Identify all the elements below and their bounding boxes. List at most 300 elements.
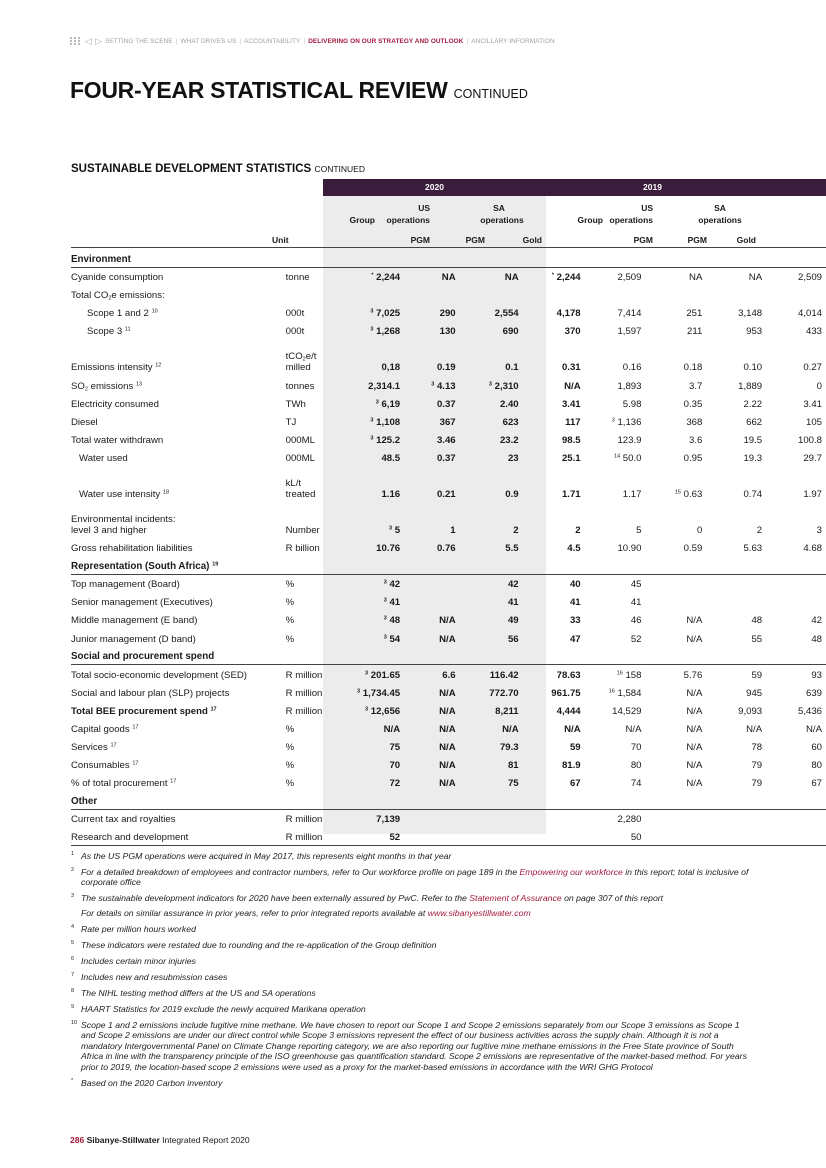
cell-value: 47 xyxy=(569,633,581,645)
cell-value xyxy=(645,592,706,610)
cell-value: 67 xyxy=(569,778,581,790)
cell-value: N/A xyxy=(686,633,703,645)
cell-value: 75 xyxy=(507,778,519,790)
table-row xyxy=(71,412,826,430)
prev-arrow-icon[interactable]: ◁ xyxy=(85,35,93,46)
section-row xyxy=(71,249,826,267)
section-label: Other xyxy=(71,791,585,809)
cell-value: 639 xyxy=(805,687,822,699)
section-title xyxy=(71,162,365,176)
cell-value: 42 xyxy=(507,579,519,591)
cell-value: 130 xyxy=(439,326,456,338)
cell-value: 5.63 xyxy=(743,543,763,555)
row-label: Top management (Board) xyxy=(71,579,180,591)
cell-value: N/A xyxy=(439,778,456,790)
cell-value: 4,014 xyxy=(797,308,822,320)
cell-value: 2 xyxy=(513,524,519,536)
nav-item[interactable]: ANCILLARY INFORMATION xyxy=(471,37,555,45)
cell-value: 2,280 xyxy=(617,814,642,826)
cell-value: 1,597 xyxy=(617,326,642,338)
cell-value: 41 xyxy=(507,597,519,609)
statistics-table xyxy=(71,249,826,846)
cell-value: 3.41 xyxy=(803,398,822,410)
table-row xyxy=(71,701,826,719)
cell-value: 290 xyxy=(439,308,456,320)
cell-value: $^3$ 5 xyxy=(389,524,401,536)
footnote: * Based on the 2020 Carbon inventory xyxy=(71,1077,223,1088)
cell-value xyxy=(645,285,706,303)
row-label: Research and development xyxy=(71,827,286,845)
cell-value: 2,509 xyxy=(617,272,642,284)
cell-value: N/A xyxy=(502,723,519,735)
cell-value: 961.75 xyxy=(551,687,581,699)
row-label: Total BEE procurement spend $^{17}$ xyxy=(71,705,217,717)
cell-value: $^3$ 1,108 xyxy=(370,416,401,428)
cell-value: 433 xyxy=(805,326,822,338)
hdr-us-2020: US xyxy=(418,203,430,213)
cell-value xyxy=(460,285,523,303)
row-unit: tCO$_2$e/t milled xyxy=(285,351,317,374)
cell-value: 0.19 xyxy=(436,362,456,374)
cell-value: 10.76 xyxy=(376,543,401,555)
cell-value xyxy=(523,827,585,845)
cell-value: 75 xyxy=(389,742,401,754)
row-label: Gross rehabilitation liabilities xyxy=(71,543,193,555)
cell-value: 772.70 xyxy=(489,687,519,699)
table-row xyxy=(71,375,826,393)
footnote: 9 HAART Statistics for 2019 exclude the newly acquired Marikana operation xyxy=(71,1003,366,1014)
year-2020: 2020 xyxy=(425,182,444,192)
cell-value xyxy=(645,809,706,827)
row-label: % of total procurement $^{17}$ xyxy=(71,778,177,790)
cell-value: NA xyxy=(689,272,703,284)
cell-value: 70 xyxy=(630,742,642,754)
cell-value: 4.5 xyxy=(567,543,581,555)
cell-value: 368 xyxy=(686,416,703,428)
cell-value: 4.68 xyxy=(803,543,822,555)
cell-value xyxy=(460,809,523,827)
row-unit: TJ xyxy=(285,416,297,428)
cell-value: 7,414 xyxy=(617,308,642,320)
cell-value xyxy=(706,809,766,827)
cell-value: 5.5 xyxy=(505,543,519,555)
cell-value xyxy=(523,285,585,303)
cell-value xyxy=(523,809,585,827)
cell-value: 7,139 xyxy=(376,814,401,826)
table-row xyxy=(71,448,826,466)
row-unit: R million xyxy=(286,827,347,845)
footnote-mark: 8 xyxy=(71,987,75,994)
cell-value: N/A xyxy=(439,723,456,735)
nav-item[interactable]: WHAT DRIVES US xyxy=(180,37,237,45)
footnote: 6 Includes certain minor injuries xyxy=(71,955,196,966)
cell-value: 3.6 xyxy=(689,434,703,446)
cell-value: 2.40 xyxy=(499,398,519,410)
table-row xyxy=(71,303,826,321)
section-spacer xyxy=(585,791,826,809)
cell-value xyxy=(346,285,404,303)
cell-value: 56 xyxy=(507,633,519,645)
cell-value: 98.5 xyxy=(561,434,581,446)
page-number: 286 xyxy=(70,1135,85,1145)
row-label: Current tax and royalties xyxy=(71,814,176,826)
footnote-mark: 10 xyxy=(71,1019,78,1026)
cell-value: 1.97 xyxy=(803,488,822,500)
section-label: Representation (South Africa) $^{19}$ xyxy=(71,556,585,574)
hdr-sa-ops-2020: operations xyxy=(480,215,524,225)
cell-value: 2,314.1 xyxy=(368,380,401,392)
cell-value: 72 xyxy=(389,778,401,790)
table-row xyxy=(71,267,826,285)
cell-value: 945 xyxy=(746,687,763,699)
row-label: Total $CO_2e$ emissions: xyxy=(71,290,165,302)
row-unit: 000t xyxy=(285,308,305,320)
footnote-link[interactable]: www.sibanyestillwater.com xyxy=(427,908,531,919)
row-label: Cyanide consumption xyxy=(71,272,164,284)
cell-value: 48 xyxy=(811,633,822,645)
cell-value: 5.98 xyxy=(622,398,642,410)
row-unit: % xyxy=(285,742,295,754)
cell-value: 19.3 xyxy=(743,452,763,464)
table-row xyxy=(71,628,826,646)
cell-value: $^3$ 2,310 xyxy=(488,380,519,392)
row-unit: R million xyxy=(285,705,323,717)
cell-value: * 2,244 xyxy=(551,272,581,284)
cell-value: N/A xyxy=(686,615,703,627)
cell-value: 251 xyxy=(686,308,703,320)
hdr-sa-2020: SA xyxy=(493,203,505,213)
row-label: Water use intensity $^{18}$ xyxy=(79,488,170,500)
next-arrow-icon[interactable]: ▷ xyxy=(95,35,103,46)
cell-value: 45 xyxy=(630,579,642,591)
cell-value: 70 xyxy=(389,760,401,772)
section-row xyxy=(71,791,826,809)
cell-value: 25.1 xyxy=(561,452,581,464)
cell-value: 2 xyxy=(575,524,581,536)
cell-value: 0.9 xyxy=(505,488,519,500)
table-row xyxy=(71,538,826,556)
cell-value: $^{16}$ 1,584 xyxy=(608,687,642,699)
row-unit: % xyxy=(285,760,295,772)
cell-value: 9,093 xyxy=(738,705,763,717)
cell-value: 6.6 xyxy=(442,669,456,681)
footer-doc: Integrated Report 2020 xyxy=(162,1135,250,1145)
footnote: 10 Scope 1 and 2 emissions include fugitive mine methane. We have chosen to report our Scope 1 and Scope 2 emissions separately from our Scope 3 emissions as Scope 1 and Scope 2 emissions are under our direct control while Scope 3 emissions represent the effect of our business activities across the supply chain. Although it is not a mandatory Intergovernmental Panel on Climate Change reporting category, we are also reporting our fugitive mine methane emissions in the Free State province of South Africa in line with the transparency principle of the ISO greenhouse gas quantification standard. Scope 2 emissions are representative of the market-based method. For years prior to 2019, the location-based scope 2 emissions were used as a proxy for the market-based emissions in accordance with the WRI GHG Protocol xyxy=(71,1019,747,1072)
row-unit: 000ML xyxy=(285,452,315,464)
cell-value xyxy=(766,592,826,610)
cell-value: $^3$ 48 xyxy=(383,615,401,627)
table-row xyxy=(71,719,826,737)
hdr-pgm-us-2019: PGM xyxy=(633,235,653,245)
cell-value: 29.7 xyxy=(803,452,822,464)
cell-value: 60 xyxy=(811,742,822,754)
cell-value: $^3$ 42 xyxy=(383,579,401,591)
cell-value: N/A xyxy=(439,742,456,754)
cell-value: 0 xyxy=(816,380,822,392)
cell-value: 5.76 xyxy=(683,669,703,681)
hdr-us-2019: US xyxy=(641,203,653,213)
cell-value: 0,18 xyxy=(381,362,401,374)
row-label: Diesel xyxy=(71,416,98,428)
cell-value: 1.16 xyxy=(381,488,401,500)
cell-value: 0.18 xyxy=(683,362,703,374)
footnote-mark: 1 xyxy=(71,851,75,857)
nav-item-active[interactable]: DELIVERING ON OUR STRATEGY AND OUTLOOK xyxy=(308,37,464,45)
table-row xyxy=(71,737,826,755)
table-row xyxy=(71,665,826,683)
cell-value xyxy=(645,574,706,592)
cell-value: 3.41 xyxy=(561,398,581,410)
cell-value: 8,211 xyxy=(495,705,519,717)
cell-value: 953 xyxy=(746,326,763,338)
table-row xyxy=(71,466,826,502)
cell-value: 59 xyxy=(751,669,763,681)
cell-value: N/A xyxy=(746,723,763,735)
cell-value: N/A xyxy=(686,778,703,790)
cell-value: 105 xyxy=(805,416,822,428)
section-row xyxy=(71,647,826,665)
nav-item[interactable]: ACCOUNTABILITY xyxy=(244,37,301,45)
row-label: Electricity consumed xyxy=(71,398,159,410)
cell-value: 1.71 xyxy=(561,488,581,500)
table-row xyxy=(71,285,826,303)
hdr-group-2019: Group xyxy=(577,215,603,225)
table-row xyxy=(71,394,826,412)
cell-value: 0.59 xyxy=(683,543,703,555)
row-unit: R billion xyxy=(285,543,320,555)
cell-value: 67 xyxy=(811,778,822,790)
cell-value xyxy=(706,574,766,592)
row-label: Environmental incidents: level 3 and higher xyxy=(71,513,176,536)
cell-value: N/A xyxy=(564,380,581,392)
cell-value xyxy=(766,285,826,303)
hdr-gold-2020: Gold xyxy=(522,235,542,245)
cell-value: N/A xyxy=(439,687,456,699)
row-unit: kL/t treated xyxy=(285,477,316,500)
row-unit: tonne xyxy=(285,272,310,284)
row-label: Services $^{17}$ xyxy=(71,742,117,754)
row-unit: tonnes xyxy=(285,380,315,392)
page-footer xyxy=(70,1135,250,1145)
hdr-group-2020: Group xyxy=(349,215,375,225)
cell-value: 2 xyxy=(756,524,763,536)
footnote-mark: * xyxy=(71,1077,74,1084)
cell-value: 0.37 xyxy=(436,452,456,464)
cell-value: 48.5 xyxy=(381,452,401,464)
cell-value xyxy=(404,285,460,303)
cell-value: $^{16}$ 158 xyxy=(616,669,642,681)
footnote-link[interactable]: Empowering our workforce xyxy=(519,866,623,877)
cell-value: 0 xyxy=(697,524,703,536)
row-unit: % xyxy=(285,633,295,645)
cell-value: 81 xyxy=(507,760,519,772)
cell-value: $^3$ 125.2 xyxy=(370,434,401,446)
row-unit: Number xyxy=(285,524,320,536)
row-unit xyxy=(286,285,347,303)
nav-item[interactable]: SETTING THE SCENE xyxy=(105,37,173,45)
cell-value: * 2,244 xyxy=(371,272,401,284)
row-label: Water used xyxy=(79,452,128,464)
cell-value: 2,554 xyxy=(494,308,519,320)
cell-value: 23.2 xyxy=(499,434,519,446)
footnote: 2 For a detailed breakdown of employees and contractor numbers, refer to Our workforce profile on page 189 in the Empowering our workforce in this report; total is inclusive of corporate office xyxy=(71,866,749,888)
table-row xyxy=(71,809,826,827)
cell-value: 690 xyxy=(502,326,519,338)
footnote-mark: 6 xyxy=(71,955,75,962)
footnote: 3 The sustainable development indicators for 2020 have been externally assured by PwC. Refer to the Statement of Assurance on page 307 of this report xyxy=(71,893,664,904)
cell-value xyxy=(706,285,766,303)
footer-brand: Sibanye-Stillwater xyxy=(86,1135,160,1145)
footnote: 5 These indicators were restated due to rounding and the re-application of the Group definition xyxy=(71,940,437,951)
cell-value: N/A xyxy=(686,705,703,717)
cell-value: 10.90 xyxy=(617,543,642,555)
row-label: Consumables $^{17}$ xyxy=(71,760,139,772)
cell-value: 0.76 xyxy=(436,543,456,555)
section-spacer xyxy=(585,249,826,267)
cell-value: N/A xyxy=(686,687,703,699)
cell-value: 33 xyxy=(569,615,581,627)
cell-value: 78 xyxy=(751,742,763,754)
cell-value: 0.31 xyxy=(561,362,581,374)
row-unit: R million xyxy=(285,669,323,681)
cell-value: 1,893 xyxy=(617,380,642,392)
menu-grid-icon[interactable] xyxy=(70,37,81,46)
cell-value: 5,436 xyxy=(797,705,822,717)
row-unit: R million xyxy=(285,814,323,826)
cell-value: 40 xyxy=(569,579,581,591)
hdr-gold-2019: Gold xyxy=(736,235,756,245)
footnote-mark: 3 xyxy=(71,893,75,900)
cell-value: $^3$ 1,136 xyxy=(611,416,642,428)
cell-value: N/A xyxy=(686,742,703,754)
row-label: Senior management (Executives) xyxy=(71,597,213,609)
cell-value: 19.5 xyxy=(743,434,763,446)
cell-value: 370 xyxy=(564,326,581,338)
table-row xyxy=(71,683,826,701)
cell-value: 3 xyxy=(816,524,822,536)
cell-value xyxy=(706,592,766,610)
cell-value: 4,178 xyxy=(556,308,581,320)
cell-value xyxy=(706,827,766,845)
cell-value: 48 xyxy=(751,615,763,627)
page-title xyxy=(70,77,528,107)
cell-value: N/A xyxy=(564,723,581,735)
cell-value: 1,889 xyxy=(738,380,763,392)
cell-value: $^3$ 41 xyxy=(383,597,401,609)
cell-value: 41 xyxy=(569,597,581,609)
footnote: 4 Rate per million hours worked xyxy=(71,924,196,935)
cell-value: 3.7 xyxy=(689,380,703,392)
cell-value: 81.9 xyxy=(561,760,581,772)
table-row xyxy=(71,827,826,845)
hdr-unit: Unit xyxy=(272,235,289,245)
cell-value: 0.10 xyxy=(743,362,763,374)
header-rule xyxy=(71,247,826,248)
cell-value: 116.42 xyxy=(489,669,519,681)
cell-value: 80 xyxy=(811,760,822,772)
table-row xyxy=(71,755,826,773)
cell-value: 2.22 xyxy=(743,398,763,410)
footnote-link[interactable]: Statement of Assurance xyxy=(469,893,562,904)
cell-value: 93 xyxy=(811,669,822,681)
cell-value: N/A xyxy=(439,705,456,717)
row-label: Total water withdrawn xyxy=(71,434,164,446)
cell-value: 80 xyxy=(630,760,642,772)
row-unit: % xyxy=(285,778,295,790)
cell-value: N/A xyxy=(439,615,456,627)
cell-value xyxy=(766,827,826,845)
table-row xyxy=(71,430,826,448)
cell-value: 0.74 xyxy=(743,488,763,500)
cell-value xyxy=(460,827,523,845)
row-unit: R million xyxy=(285,687,323,699)
footnote: 7 Includes new and resubmission cases xyxy=(71,971,228,982)
row-unit: 000ML xyxy=(285,434,315,446)
cell-value: N/A xyxy=(383,723,401,735)
cell-value: N/A xyxy=(439,760,456,772)
row-label: Social and labour plan (SLP) projects xyxy=(71,687,230,699)
cell-value xyxy=(404,809,460,827)
table-row xyxy=(71,592,826,610)
cell-value: $^{15}$ 0.63 xyxy=(674,488,703,500)
cell-value: 100.8 xyxy=(797,434,822,446)
table-row xyxy=(71,502,826,538)
table-row xyxy=(71,321,826,339)
row-unit: 000t xyxy=(285,326,305,338)
footnote: For details on similar assurance in prior years, refer to prior integrated reports available at www.sibanyestillwater.com xyxy=(81,908,531,919)
page-title-main: FOUR-YEAR STATISTICAL REVIEW xyxy=(70,77,448,103)
section-spacer xyxy=(585,647,826,665)
cell-value xyxy=(404,827,460,845)
cell-value: 41 xyxy=(630,597,642,609)
row-label: Middle management (E band) xyxy=(71,615,198,627)
table-row xyxy=(71,339,826,375)
cell-value: $^3$ 4.13 xyxy=(431,380,456,392)
cell-value: 55 xyxy=(751,633,763,645)
cell-value: 1.17 xyxy=(622,488,642,500)
row-label: Scope 3 $^{11}$ xyxy=(87,326,131,338)
footnote-mark: 7 xyxy=(71,971,75,978)
cell-value xyxy=(404,592,460,610)
cell-value: 4,444 xyxy=(556,705,581,717)
cell-value: $^3$ 7,025 xyxy=(370,308,401,320)
cell-value: NA xyxy=(441,272,456,284)
row-unit: % xyxy=(285,615,295,627)
cell-value: 0.95 xyxy=(683,452,703,464)
cell-value: 5 xyxy=(636,524,642,536)
cell-value: $^3$ 1,734.45 xyxy=(357,687,401,699)
row-label: $SO_2$ emissions $^{13}$ xyxy=(71,380,143,393)
section-title-suffix: CONTINUED xyxy=(314,164,365,174)
cell-value: 23 xyxy=(507,452,519,464)
cell-value: 0.37 xyxy=(436,398,456,410)
section-nav: ◁ ▷ SETTING THE SCENE | WHAT DRIVES US | ACCOUNTABILITY | DELIVERING ON OUR STRATEGY AND OUTLOOK | ANCILLARY INFORMATION xyxy=(70,35,555,47)
row-label: Emissions intensity $^{12}$ xyxy=(71,362,162,374)
cell-value: 3.46 xyxy=(436,434,456,446)
hdr-us-ops-2019: operations xyxy=(609,215,653,225)
cell-value: 0.1 xyxy=(505,362,519,374)
cell-value: 46 xyxy=(630,615,642,627)
cell-value xyxy=(645,827,706,845)
cell-value: NA xyxy=(748,272,763,284)
cell-value: $^3$ 6,19 xyxy=(375,398,401,410)
cell-value: $^3$ 54 xyxy=(383,633,401,645)
section-label: Environment xyxy=(71,249,585,267)
cell-value: 0.27 xyxy=(803,362,822,374)
hdr-pgm-sa-2019: PGM xyxy=(687,235,707,245)
footnote-mark: 4 xyxy=(71,924,75,931)
cell-value: 662 xyxy=(746,416,763,428)
